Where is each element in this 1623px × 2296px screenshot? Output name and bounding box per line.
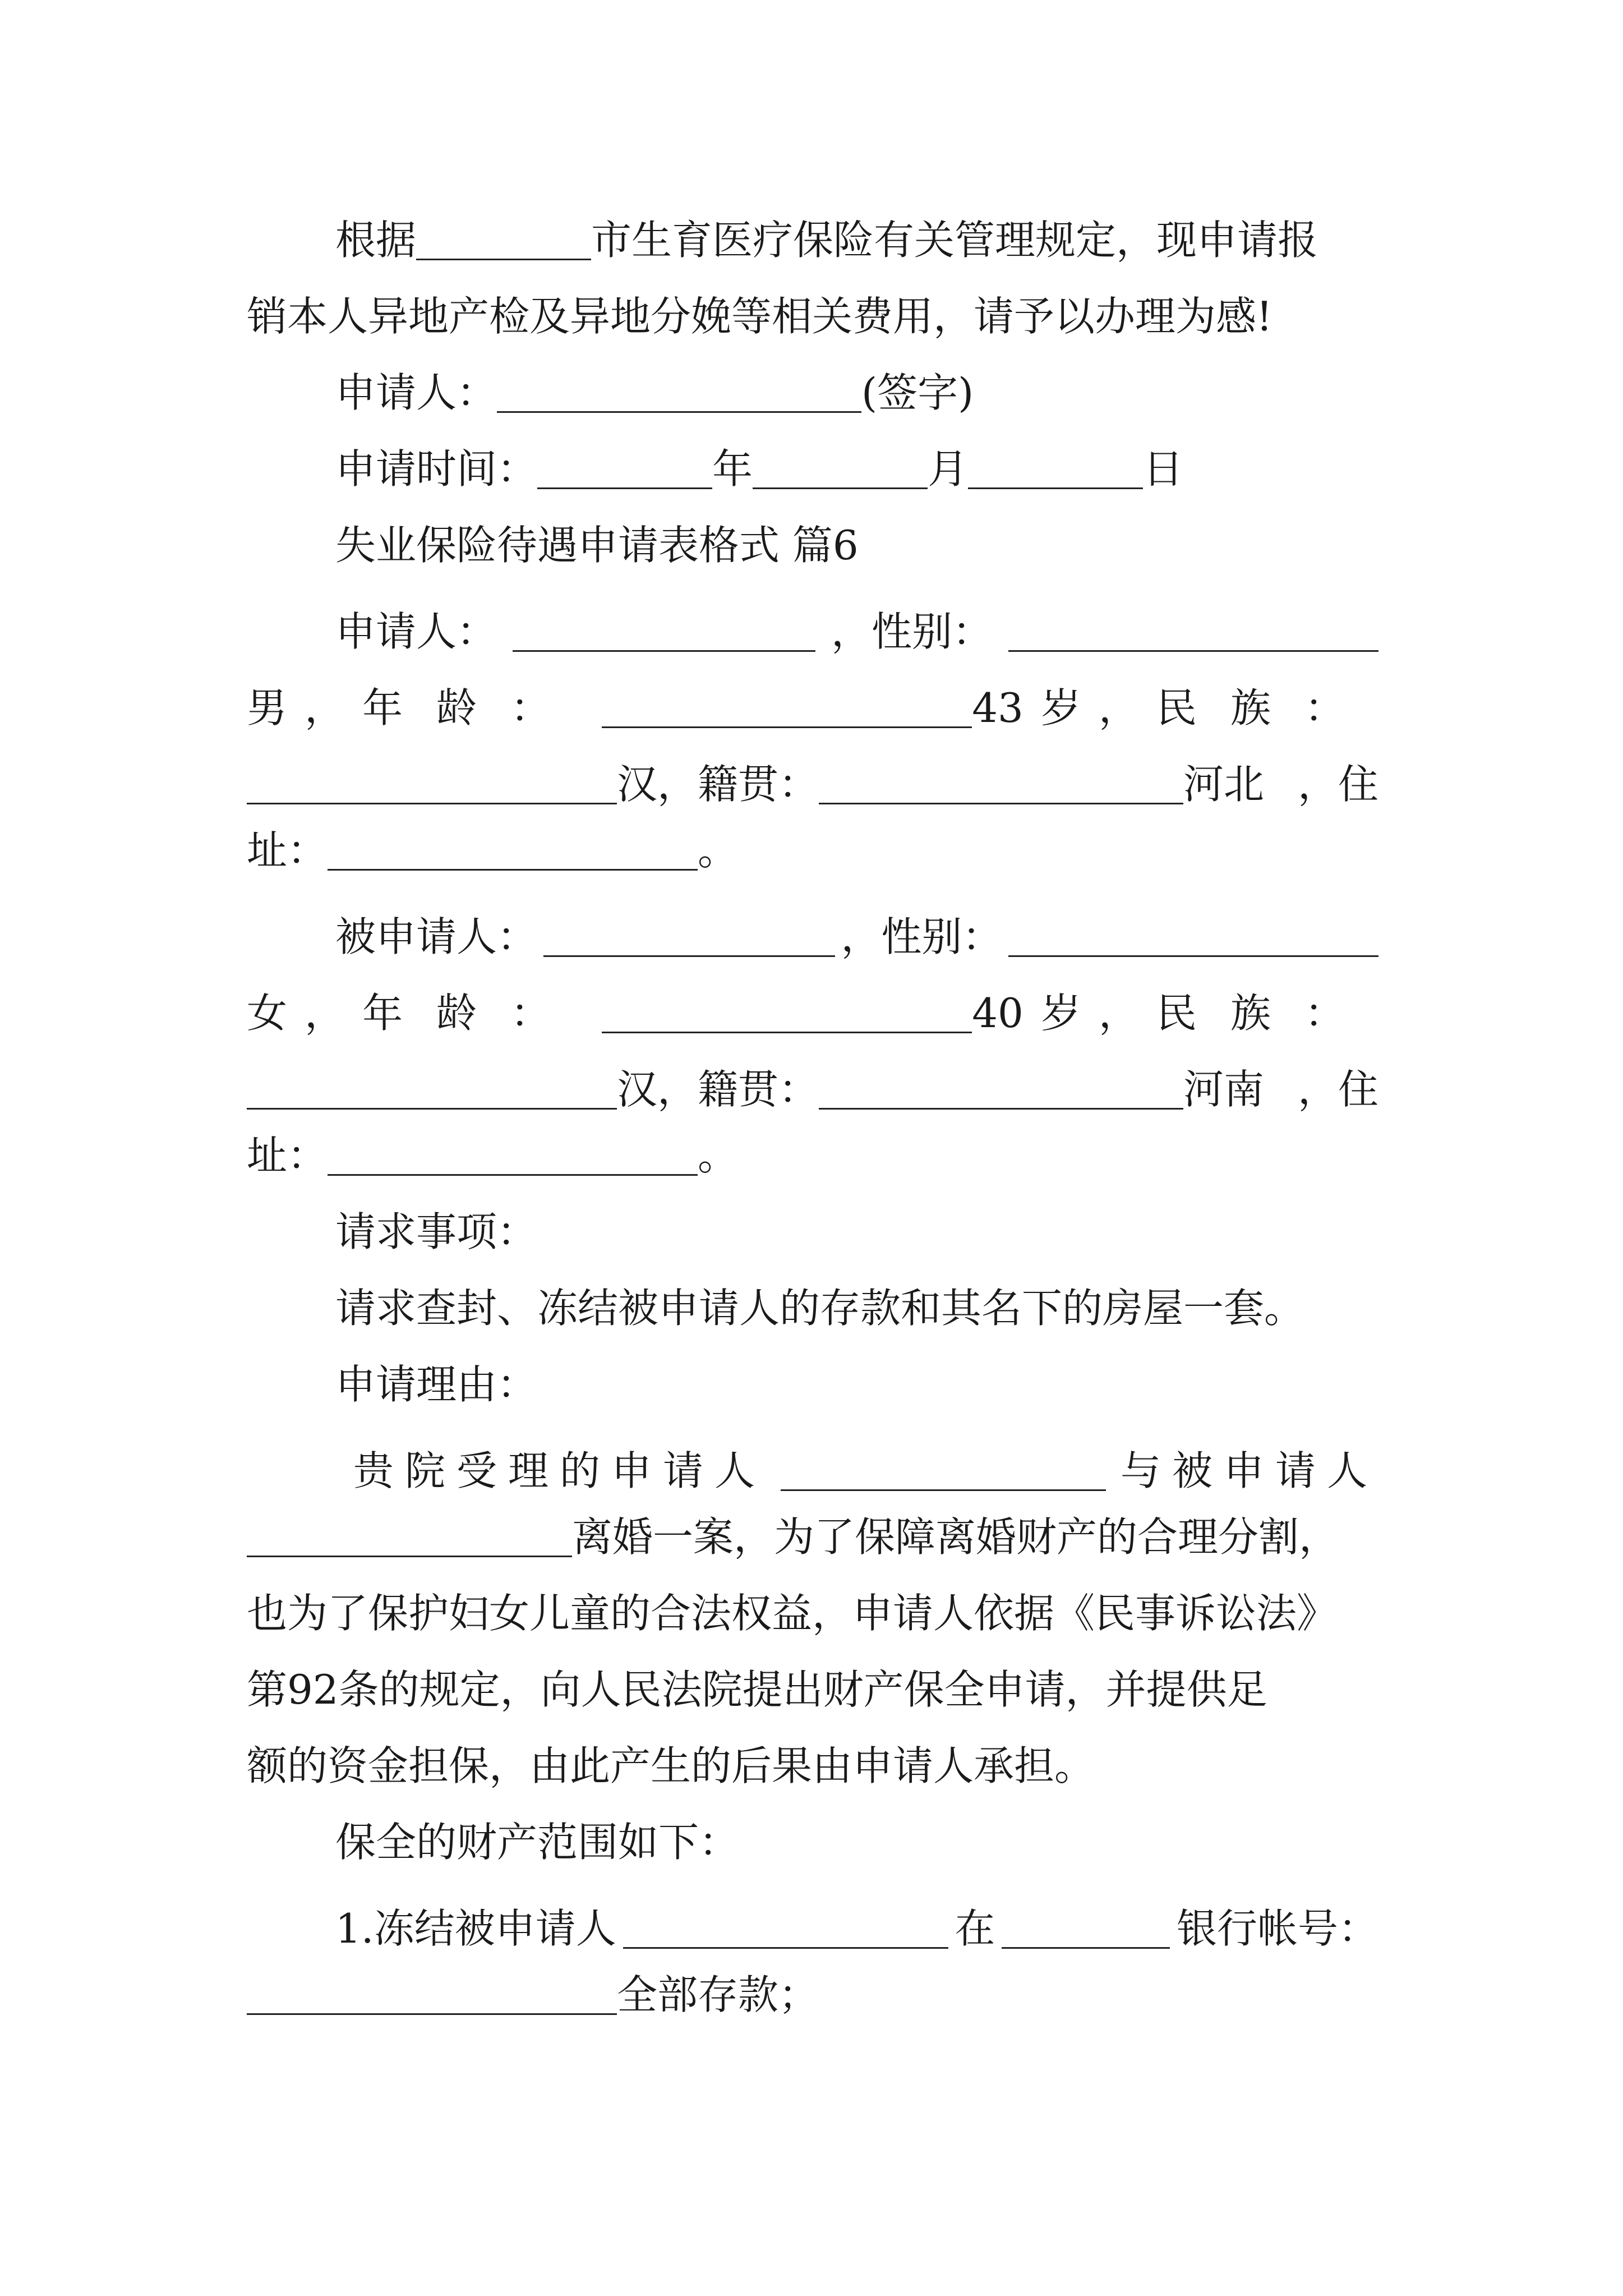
label: 岁 <box>1040 990 1081 1037</box>
blank-year <box>537 452 712 489</box>
text: ， <box>1098 990 1139 1037</box>
label: 民族： <box>1156 684 1378 731</box>
reason-line-5: 额的资金担保，由此产生的后果由申请人承担。 <box>247 1742 1095 1789</box>
section-title: 失业保险待遇申请表格式 篇6 <box>335 522 859 569</box>
reason-label: 申请理由： <box>335 1361 538 1408</box>
text: ， <box>1098 684 1139 731</box>
blank-applicant-address <box>328 833 698 871</box>
scope-label: 保全的财产范围如下： <box>335 1819 740 1866</box>
value: 43 <box>972 684 1023 731</box>
respondent-line-1 <box>335 907 1378 960</box>
label: ，籍贯： <box>657 1066 819 1113</box>
value: 女 <box>247 990 288 1037</box>
label: ，住 <box>1297 1066 1378 1113</box>
blank-item-account <box>247 1977 617 2015</box>
respondent-line-2 <box>247 983 1378 1037</box>
reason-line-4: 第92条的规定，向人民法院提出财产保全申请，并提供足 <box>247 1666 1267 1713</box>
applicant-signature-line <box>335 369 974 423</box>
reason-line-1 <box>353 1441 1378 1494</box>
label: ，性别： <box>831 608 993 655</box>
label: 被申请人： <box>335 913 538 960</box>
respondent-line-3 <box>247 1059 1378 1113</box>
label: ，住 <box>1297 761 1378 808</box>
text: 根据 <box>335 217 417 264</box>
applicant-line-3 <box>247 754 1378 808</box>
label: 民族： <box>1156 990 1378 1037</box>
label: 年龄： <box>362 990 585 1037</box>
label: ，籍贯： <box>657 761 819 808</box>
blank-applicant-name <box>513 614 815 652</box>
label: 日 <box>1143 445 1184 493</box>
text: 在 <box>955 1905 995 1952</box>
blank-day <box>968 452 1143 489</box>
blank-respondent-ethnic <box>247 1072 617 1110</box>
blank-month <box>753 452 928 489</box>
text: 贵院受理的申请人 <box>353 1447 767 1494</box>
text: ， <box>305 684 345 731</box>
respondent-line-4 <box>247 1132 739 1186</box>
value: 河南 <box>1183 1066 1265 1113</box>
value: 男 <box>247 684 288 731</box>
blank-respondent-gender <box>1008 919 1378 957</box>
request-label: 请求事项： <box>335 1208 538 1255</box>
label: 申请人： <box>335 608 497 655</box>
label: 月 <box>928 445 969 493</box>
apply-date-line <box>335 445 1184 499</box>
text: 1.冻结被申请人 <box>335 1905 616 1952</box>
blank-item-bank <box>1002 1911 1170 1949</box>
text: 市生育医疗保险有关管理规定，现申请报 <box>591 217 1318 264</box>
request-text: 请求查封、冻结被申请人的存款和其名下的房屋一套。 <box>335 1285 1305 1332</box>
blank-respondent-origin <box>819 1072 1183 1110</box>
label: 年龄： <box>362 684 585 731</box>
value: 汉 <box>617 761 658 808</box>
blank-applicant-gender <box>1008 614 1378 652</box>
blank-city <box>416 223 591 260</box>
blank-applicant-age <box>602 691 972 728</box>
paragraph-1-line-2: 销本人异地产检及异地分娩等相关费用，请予以办理为感! <box>247 293 1272 340</box>
blank-reason-respondent <box>247 1520 572 1557</box>
text: 。 <box>698 1132 739 1179</box>
label: 址： <box>247 1132 328 1179</box>
blank-item-respondent <box>623 1911 948 1949</box>
label: 申请时间： <box>335 445 538 493</box>
label: 年 <box>712 445 753 493</box>
text: 离婚一案，为了保障离婚财产的合理分割， <box>572 1513 1340 1561</box>
value: 河北 <box>1183 761 1265 808</box>
label: 址： <box>247 827 328 874</box>
blank-respondent-name <box>543 919 835 957</box>
label: 岁 <box>1040 684 1081 731</box>
label: ，性别： <box>841 913 1003 960</box>
applicant-line-4 <box>247 827 739 881</box>
text: ， <box>305 990 345 1037</box>
blank-signature <box>497 375 861 413</box>
reason-line-2 <box>247 1513 1340 1567</box>
reason-line-3: 也为了保护妇女儿童的合法权益，申请人依据《民事诉讼法》 <box>247 1590 1338 1637</box>
text: 银行帐号： <box>1176 1905 1378 1952</box>
applicant-line-2 <box>247 678 1378 731</box>
text: 与被申请人 <box>1120 1447 1378 1494</box>
applicant-line-1 <box>335 601 1378 655</box>
blank-respondent-age <box>602 996 972 1033</box>
blank-respondent-address <box>328 1138 698 1176</box>
text: 。 <box>698 827 739 874</box>
paragraph-1-line-1 <box>335 217 1318 270</box>
blank-reason-applicant <box>781 1453 1106 1491</box>
item-1-line-2 <box>247 1971 819 2025</box>
blank-applicant-ethnic <box>247 767 617 804</box>
text: 全部存款； <box>617 1971 819 2018</box>
item-1-line-1 <box>335 1898 1378 1952</box>
label: (签字) <box>861 369 974 416</box>
value: 40 <box>972 990 1023 1037</box>
label: 申请人： <box>335 369 497 416</box>
value: 汉 <box>617 1066 658 1113</box>
blank-applicant-origin <box>819 767 1183 804</box>
